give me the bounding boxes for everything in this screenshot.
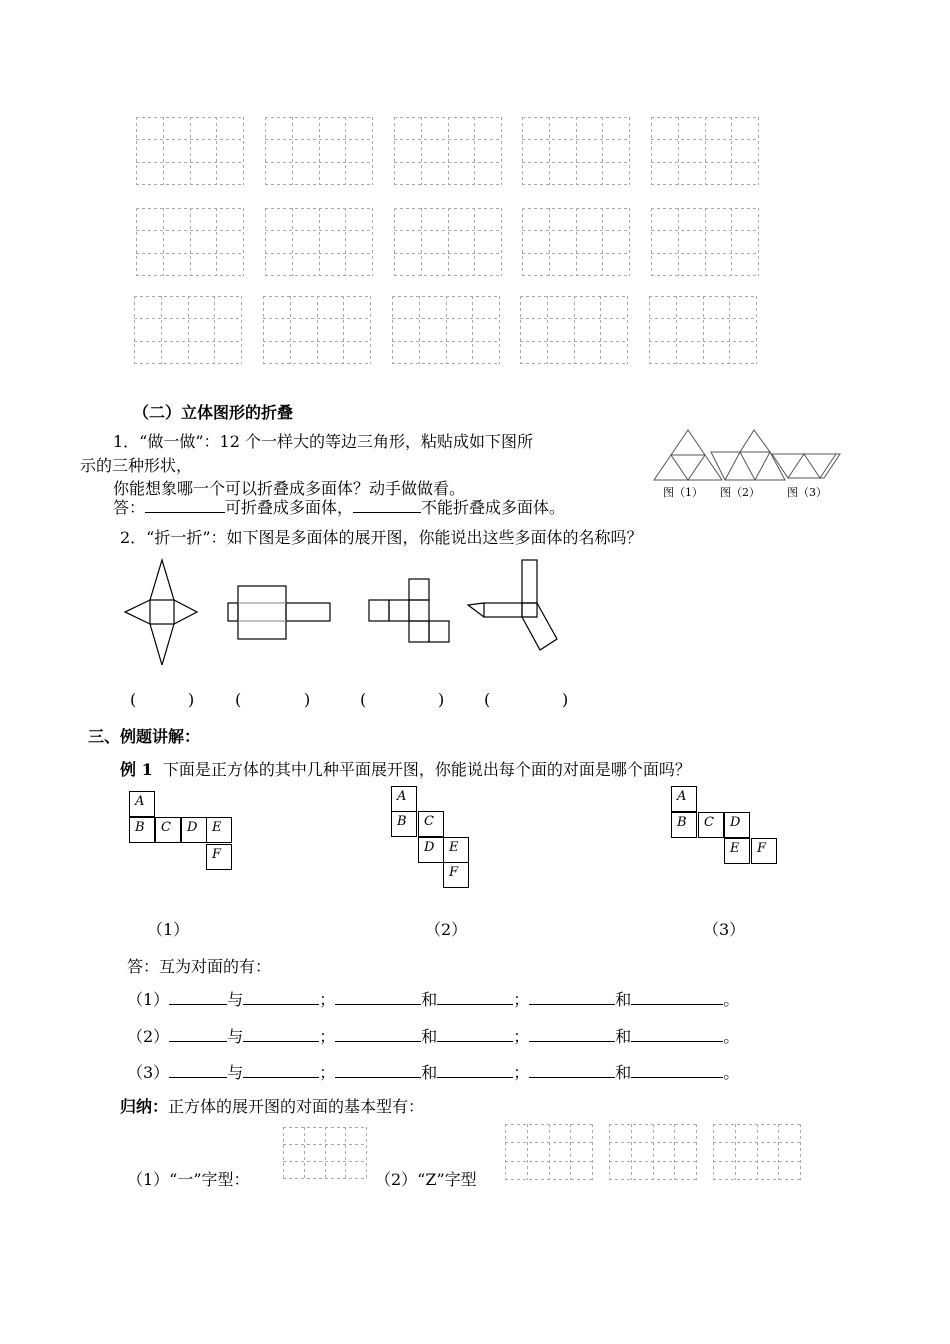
type2-label: （2）“Z”字型 [375,1170,477,1189]
type2-grid [713,1124,801,1180]
cube-face: B [671,812,697,838]
answer-blank[interactable] [631,990,723,1005]
practice-grid [392,296,500,364]
answer-text: ； [319,990,336,1009]
practice-grid [394,208,502,276]
section-heading-examples: 三、例题讲解： [88,727,201,746]
cube-face: B [391,811,417,837]
paren-close: ) [438,690,445,709]
paren-open: ( [484,690,491,709]
practice-grid [136,208,244,276]
answer-text: ； [513,1063,530,1082]
answer-blank[interactable] [335,1063,421,1078]
answer-blank[interactable] [529,1027,615,1042]
practice-grid [265,117,373,185]
type2-grid [505,1124,593,1180]
practice-grid [134,296,242,364]
answer-blank[interactable] [169,1027,227,1042]
answer-intro: 答：互为对面的有： [127,957,272,976]
answer-blank[interactable] [631,1063,723,1078]
cube-face: A [671,786,697,812]
q1-line2: 示的三种形状， [80,456,193,475]
answer-text: 与 [227,990,244,1009]
example1-line [120,760,691,780]
answer-text: 与 [227,1063,244,1082]
answer-blank[interactable] [529,990,615,1005]
summary-line [120,1097,424,1117]
example1-text: 下面是正方体的其中几种平面展开图，你能说出每个面的对面是哪个面吗？ [162,760,691,779]
answer-blank[interactable] [353,498,421,513]
practice-grid [520,296,628,364]
practice-grid [265,208,373,276]
fig-label-1: 图（1） [663,486,703,499]
net-label-1: （1） [147,920,190,939]
cube-face: D [724,812,750,838]
answer-blank[interactable] [335,990,421,1005]
q1-line3: 你能想象哪一个可以折叠成多面体？动手做做看。 [113,479,466,498]
cube-face: C [418,811,444,837]
answer-text: 和 [421,1027,438,1046]
answer-text: 。 [723,990,740,1009]
fig-label-2: 图（2） [720,486,760,499]
answer-text: 。 [723,1027,740,1046]
answer-blank[interactable] [335,1027,421,1042]
paren-close: ) [188,690,195,709]
triangle-net-1 [654,430,722,480]
practice-grid [136,117,244,185]
net-label-2: （2） [425,920,468,939]
cube-face: E [443,837,469,863]
answer-text: 和 [421,990,438,1009]
answer-text: 与 [227,1027,244,1046]
answer-text: 和 [615,1063,632,1082]
answer-blank[interactable] [529,1063,615,1078]
practice-grid [649,296,757,364]
practice-grid [522,117,630,185]
answer-text: （3） [127,1063,170,1082]
cube-face: C [698,812,724,838]
summary-text: 正方体的展开图的对面的基本型有： [168,1097,425,1116]
q1-line1: 1．“做一做”：12 个一样大的等边三角形，粘贴成如下图所 [113,432,533,451]
section-heading-folding: （二）立体图形的折叠 [133,403,294,422]
answer-blank[interactable] [437,1063,513,1078]
paren-close: ) [562,690,569,709]
answer-blank[interactable] [145,498,225,513]
cube-face: C [155,817,181,843]
practice-grid [651,117,759,185]
cube-face: F [206,844,232,870]
polyhedron-nets [120,555,570,665]
q1-answer-line [113,498,565,518]
answer-blank[interactable] [437,1027,513,1042]
cube-face: F [751,838,777,864]
answer-text: 。 [723,1063,740,1082]
answer-blank[interactable] [243,990,319,1005]
cube-face: A [391,786,417,812]
cube-face: D [181,817,207,843]
q1-answer-mid: 可折叠成多面体， [225,498,354,517]
answer-blank[interactable] [243,1063,319,1078]
triangular-prism-net [468,560,557,650]
cube-net [369,579,449,642]
answer-text: 和 [615,1027,632,1046]
answer-blank[interactable] [169,990,227,1005]
triangle-net-2 [711,430,785,480]
answer-blank[interactable] [437,990,513,1005]
type1-grid [283,1127,367,1179]
paren-open: ( [130,690,137,709]
practice-grid [522,208,630,276]
answer-text: ； [513,990,530,1009]
answer-text: （2） [127,1027,170,1046]
practice-grid [394,117,502,185]
summary-label: 归纳： [120,1097,169,1116]
q1-answer-end: 不能折叠成多面体。 [421,498,566,517]
type1-label: （1）“一”字型： [127,1170,250,1189]
practice-grid [263,296,371,364]
answer-blank[interactable] [243,1027,319,1042]
answer-text: 和 [615,990,632,1009]
answer-text: ； [513,1027,530,1046]
q1-answer-prefix: 答： [113,498,146,517]
cube-face: B [129,817,155,843]
answer-blank[interactable] [169,1063,227,1078]
answer-text: 和 [421,1063,438,1082]
answer-text: ； [319,1027,336,1046]
cube-face: A [129,791,155,817]
answer-row [127,1063,739,1083]
example1-label: 例 1 [120,760,153,779]
prism-net [228,586,330,639]
type2-grid [609,1124,697,1180]
q2-line: 2．“折一折”：如下图是多面体的展开图，你能说出这些多面体的名称吗？ [120,528,643,547]
cube-face: F [443,862,469,888]
pyramid-net [125,560,197,665]
cube-face: E [724,838,750,864]
answer-row [127,990,739,1010]
fig-label-3: 图（3） [787,486,827,499]
answer-blank[interactable] [631,1027,723,1042]
answer-text: ； [319,1063,336,1082]
cube-face: E [206,817,232,843]
paren-open: ( [235,690,242,709]
answer-row [127,1027,739,1047]
paren-close: ) [304,690,311,709]
cube-face: D [418,837,444,863]
net-label-3: （3） [703,920,746,939]
practice-grid [651,208,759,276]
answer-text: （1） [127,990,170,1009]
paren-open: ( [360,690,367,709]
